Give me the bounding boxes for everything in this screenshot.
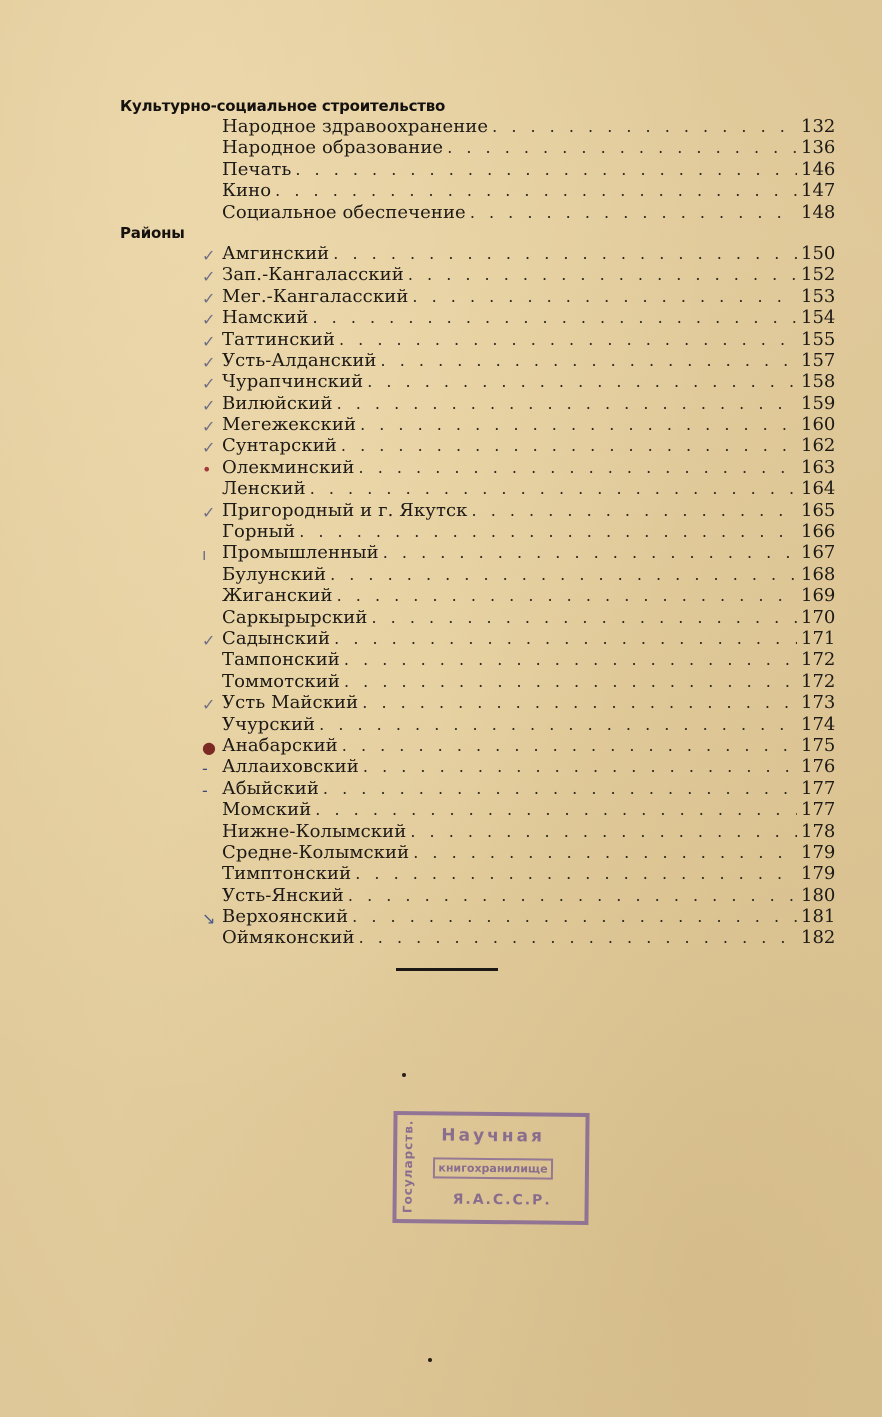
toc-entry xyxy=(120,607,835,628)
toc-entry xyxy=(120,842,835,863)
dot-leader xyxy=(383,542,797,563)
pencil-check-icon: ✓ xyxy=(202,245,216,265)
entry-title: Мег.-Кангаласский xyxy=(222,285,409,307)
entry-page-number: 171 xyxy=(801,627,836,649)
entry-title: Зап.-Кангаласский xyxy=(222,264,404,286)
entry-page-number: 136 xyxy=(801,137,836,159)
entry-title: Социальное обеспечение xyxy=(222,201,466,223)
entry-page-number: 179 xyxy=(801,841,836,863)
pencil-dot-icon: • xyxy=(202,459,212,479)
stamp-title: Научная xyxy=(441,1125,546,1147)
dot-leader xyxy=(341,435,797,456)
entry-title: Сунтарский xyxy=(222,435,337,457)
pencil-check-icon: ✓ xyxy=(202,502,216,522)
dot-leader xyxy=(319,714,797,735)
dot-leader xyxy=(348,885,797,906)
entry-title: Чурапчинский xyxy=(222,371,364,393)
toc-entry xyxy=(120,350,835,371)
entry-page-number: 175 xyxy=(801,734,836,756)
toc-entry xyxy=(120,885,835,906)
dot-leader xyxy=(312,307,797,328)
dot-leader xyxy=(330,564,797,585)
toc-entry xyxy=(120,159,835,180)
entry-page-number: 169 xyxy=(801,585,836,607)
toc-entry xyxy=(120,714,835,735)
dot-leader xyxy=(359,927,797,948)
dot-leader xyxy=(344,671,797,692)
entry-title: Булунский xyxy=(222,563,327,585)
table-of-contents xyxy=(120,96,835,949)
entry-title: Нижне-Колымский xyxy=(222,820,407,842)
dot-leader xyxy=(472,500,797,521)
pencil-check-icon: ✓ xyxy=(202,288,216,308)
toc-entry xyxy=(120,799,835,820)
section-heading-districts: Районы xyxy=(120,223,185,242)
dot-leader xyxy=(323,778,797,799)
toc-entry xyxy=(120,585,835,606)
entry-title: Верхоянский xyxy=(222,906,349,928)
entry-page-number: 172 xyxy=(801,670,836,692)
toc-entry xyxy=(120,414,835,435)
toc-entry xyxy=(120,735,835,756)
toc-entry xyxy=(120,329,835,350)
entry-page-number: 152 xyxy=(801,264,836,286)
pencil-check-icon: ✓ xyxy=(202,352,216,372)
dot-leader xyxy=(412,286,797,307)
entry-page-number: 153 xyxy=(801,285,836,307)
entry-title: Горный xyxy=(222,521,296,543)
entry-page-number: 162 xyxy=(801,435,836,457)
dot-leader xyxy=(337,393,797,414)
entry-page-number: 155 xyxy=(801,328,836,350)
entry-title: Анабарский xyxy=(222,734,338,756)
dot-leader xyxy=(333,243,797,264)
section-heading-cultural: Культурно-социальное строительство xyxy=(120,97,446,115)
pencil-check-icon: ↘ xyxy=(202,909,216,929)
toc-entry xyxy=(120,756,835,777)
dot-leader xyxy=(362,692,797,713)
toc-entry xyxy=(120,116,835,137)
toc-entry xyxy=(120,521,835,542)
toc-entry xyxy=(120,264,835,285)
pencil-check-icon: ✓ xyxy=(202,267,216,287)
entry-page-number: 154 xyxy=(801,307,836,329)
ink-speck xyxy=(428,1358,432,1362)
dot-leader xyxy=(372,607,798,628)
entry-title: Средне-Колымский xyxy=(222,841,410,863)
entry-title: Усть Майский xyxy=(222,692,359,714)
entry-title: Пригородный и г. Якутск xyxy=(222,499,468,521)
stamp-side-text: Госуларств. xyxy=(400,1119,416,1214)
entry-title: Аллаиховский xyxy=(222,756,359,778)
pencil-check-icon: ✓ xyxy=(202,374,216,394)
entry-title: Тампонский xyxy=(222,649,340,671)
entry-page-number: 177 xyxy=(801,799,836,821)
dot-leader xyxy=(447,137,797,158)
toc-entry xyxy=(120,435,835,456)
entry-page-number: 146 xyxy=(801,158,836,180)
stamp-subtitle: книгохранилище xyxy=(433,1157,553,1179)
entry-page-number: 174 xyxy=(801,713,836,735)
entry-page-number: 170 xyxy=(801,606,836,628)
toc-entry xyxy=(120,393,835,414)
toc-entry xyxy=(120,202,835,223)
toc-entry xyxy=(120,371,835,392)
entry-title: Усть-Алданский xyxy=(222,349,377,371)
entry-page-number: 158 xyxy=(801,371,836,393)
ink-speck xyxy=(402,1073,406,1077)
pencil-check-icon: ✓ xyxy=(202,310,216,330)
entry-title: Садынский xyxy=(222,627,331,649)
toc-entry xyxy=(120,692,835,713)
entry-page-number: 163 xyxy=(801,456,836,478)
entry-title: Абыйский xyxy=(222,777,319,799)
pencil-dash-icon: - xyxy=(202,780,208,800)
pencil-check-icon: ✓ xyxy=(202,331,216,351)
toc-entry xyxy=(120,180,835,201)
entry-page-number: 160 xyxy=(801,414,836,436)
entry-title: Народное образование xyxy=(222,137,444,159)
entry-title: Усть-Янский xyxy=(222,884,344,906)
dot-leader xyxy=(344,649,797,670)
pencil-tick-icon: ı xyxy=(202,545,207,565)
dot-leader xyxy=(359,457,797,478)
dot-leader xyxy=(342,735,797,756)
dot-leader xyxy=(408,264,797,285)
dot-leader xyxy=(315,799,797,820)
entry-page-number: 179 xyxy=(801,863,836,885)
entry-page-number: 181 xyxy=(801,906,836,928)
dot-leader xyxy=(334,628,797,649)
section-divider xyxy=(396,968,498,971)
dot-leader xyxy=(295,159,797,180)
toc-entry xyxy=(120,137,835,158)
toc-entry xyxy=(120,821,835,842)
dot-leader xyxy=(492,116,797,137)
entry-page-number: 165 xyxy=(801,499,836,521)
dot-leader xyxy=(360,414,797,435)
toc-entry xyxy=(120,671,835,692)
entry-title: Жиганский xyxy=(222,585,333,607)
toc-entry xyxy=(120,778,835,799)
entry-page-number: 132 xyxy=(801,116,836,137)
pencil-check-icon: ✓ xyxy=(202,438,216,458)
entry-title: Кино xyxy=(222,180,272,202)
entry-title: Вилюйский xyxy=(222,392,333,414)
entry-page-number: 176 xyxy=(801,756,836,778)
toc-entry xyxy=(120,500,835,521)
entry-title: Олекминский xyxy=(222,456,355,478)
entry-page-number: 164 xyxy=(801,478,836,500)
entry-title: Учурский xyxy=(222,713,316,735)
entry-title: Тимптонский xyxy=(222,863,352,885)
entry-page-number: 172 xyxy=(801,649,836,671)
entry-title: Оймяконский xyxy=(222,927,355,949)
pencil-dot-icon: ● xyxy=(202,737,216,757)
entry-page-number: 182 xyxy=(801,927,836,949)
dot-leader xyxy=(410,821,797,842)
library-stamp xyxy=(392,1111,589,1225)
toc-entry xyxy=(120,457,835,478)
dot-leader xyxy=(363,756,797,777)
dot-leader xyxy=(352,906,797,927)
entry-title: Момский xyxy=(222,799,312,821)
entry-title: Намский xyxy=(222,307,309,329)
entry-page-number: 166 xyxy=(801,521,836,543)
toc-entry xyxy=(120,628,835,649)
toc-entry xyxy=(120,307,835,328)
entry-title: Томмотский xyxy=(222,670,340,692)
toc-entry xyxy=(120,243,835,264)
dot-leader xyxy=(337,585,797,606)
entry-page-number: 168 xyxy=(801,563,836,585)
entry-page-number: 157 xyxy=(801,349,836,371)
pencil-check-icon: ✓ xyxy=(202,395,216,415)
entry-page-number: 167 xyxy=(801,542,836,564)
toc-entry xyxy=(120,927,835,948)
entry-title: Промышленный xyxy=(222,542,379,564)
dot-leader xyxy=(413,842,797,863)
entry-page-number: 159 xyxy=(801,392,836,414)
dot-leader xyxy=(339,329,797,350)
entry-title: Таттинский xyxy=(222,328,335,350)
dot-leader xyxy=(381,350,797,371)
toc-entry xyxy=(120,286,835,307)
entry-title: Ленский xyxy=(222,478,306,500)
entry-title: Саркырырский xyxy=(222,606,368,628)
entry-page-number: 148 xyxy=(801,201,836,223)
entry-page-number: 180 xyxy=(801,884,836,906)
entry-page-number: 147 xyxy=(801,180,836,202)
toc-entry xyxy=(120,564,835,585)
toc-entry xyxy=(120,649,835,670)
entry-title: Печать xyxy=(222,158,292,180)
toc-entry xyxy=(120,906,835,927)
entry-title: Амгинский xyxy=(222,242,330,264)
pencil-check-icon: ✓ xyxy=(202,417,216,437)
dot-leader xyxy=(355,863,797,884)
dot-leader xyxy=(367,371,797,392)
toc-entry xyxy=(120,478,835,499)
toc-entry xyxy=(120,542,835,563)
entry-page-number: 177 xyxy=(801,777,836,799)
dot-leader xyxy=(275,180,797,201)
toc-entry xyxy=(120,863,835,884)
entry-page-number: 150 xyxy=(801,242,836,264)
dot-leader xyxy=(470,202,797,223)
entry-title: Мегежекский xyxy=(222,414,357,436)
entry-page-number: 173 xyxy=(801,692,836,714)
pencil-check-icon: ✓ xyxy=(202,695,216,715)
entry-title: Народное здравоохранение xyxy=(222,116,489,137)
entry-page-number: 178 xyxy=(801,820,836,842)
dot-leader xyxy=(299,521,797,542)
pencil-dash-icon: - xyxy=(202,759,208,779)
stamp-code: Я.А.С.С.Р. xyxy=(452,1191,552,1209)
pencil-check-icon: ✓ xyxy=(202,630,216,650)
dot-leader xyxy=(310,478,797,499)
